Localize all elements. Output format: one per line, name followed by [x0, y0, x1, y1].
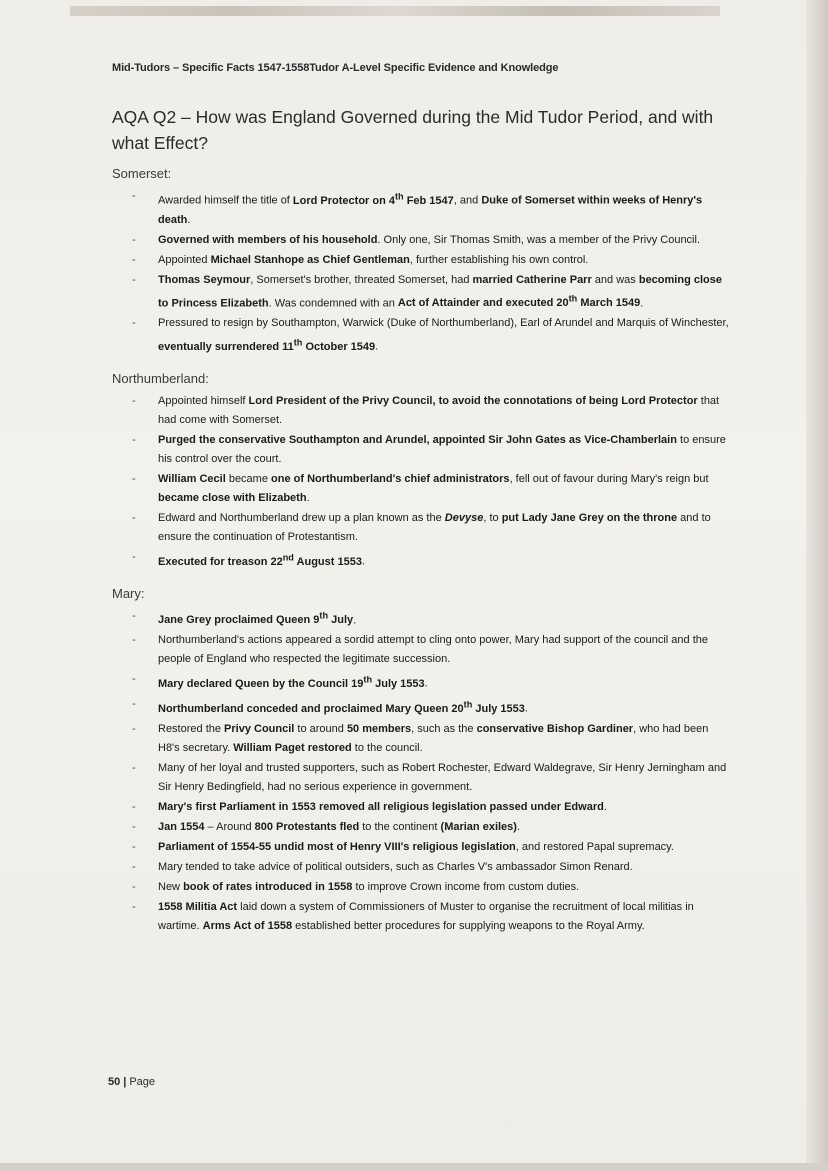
fact-item: - Mary tended to take advice of political outsiders, such as Charles V's ambassador Simon Renard.	[158, 858, 732, 877]
running-header: Mid-Tudors – Specific Facts 1547-1558Tudor A-Level Specific Evidence and Knowledge	[112, 62, 559, 74]
fact-list	[112, 607, 732, 936]
fact-item: - Pressured to resign by Southampton, Warwick (Duke of Northumberland), Earl of Arundel and Marquis of Winchester, eventually surrendered 11th October 1549.	[158, 314, 732, 357]
fact-item: - Mary's first Parliament in 1553 removed all religious legislation passed under Edward.	[158, 798, 732, 817]
fact-item: - Awarded himself the title of Lord Protector on 4th Feb 1547, and Duke of Somerset within weeks of Henry's death.	[158, 187, 732, 230]
scan-edge-bottom	[0, 1163, 828, 1171]
section-heading: Somerset:	[112, 166, 172, 181]
fact-item: - Parliament of 1554-55 undid most of Henry VIII's religious legislation, and restored Papal supremacy.	[158, 838, 732, 857]
fact-item: - Many of her loyal and trusted supporters, such as Robert Rochester, Edward Waldegrave, Sir Henry Jerningham and Sir Henry Bedingfield, had no serious experience in government.	[158, 759, 732, 797]
page-separator: |	[123, 1076, 127, 1088]
fact-item: - Executed for treason 22nd August 1553.	[158, 548, 732, 572]
fact-item: - Governed with members of his household. Only one, Sir Thomas Smith, was a member of the Privy Council.	[158, 231, 732, 250]
fact-list	[112, 392, 732, 572]
page-label: Page	[129, 1076, 156, 1088]
page-footer	[108, 1076, 155, 1088]
fact-item: - Appointed himself Lord President of the Privy Council, to avoid the connotations of being Lord Protector that had come with Somerset.	[158, 392, 732, 430]
fact-item: - Mary declared Queen by the Council 19th July 1553.	[158, 670, 732, 694]
fact-item: - Purged the conservative Southampton and Arundel, appointed Sir John Gates as Vice-Chamberlain to ensure his control over the court.	[158, 431, 732, 469]
scan-edge-top	[70, 6, 720, 16]
fact-item: - Thomas Seymour, Somerset's brother, threated Somerset, had married Catherine Parr and was becoming close to Princess Elizabeth. Was condemned with an Act of Attainder and executed 20th March 1549.	[158, 271, 732, 314]
scan-edge-right	[806, 0, 828, 1171]
fact-item: - Edward and Northumberland drew up a plan known as the Devyse, to put Lady Jane Grey on the throne and to ensure the continuation of Protestantism.	[158, 509, 732, 547]
fact-item: - Jan 1554 – Around 800 Protestants fled to the continent (Marian exiles).	[158, 818, 732, 837]
section-heading: Mary:	[112, 585, 145, 601]
fact-item: - William Cecil became one of Northumberland's chief administrators, fell out of favour during Mary's reign but became close with Elizabeth.	[158, 470, 732, 508]
fact-item: - New book of rates introduced in 1558 to improve Crown income from custom duties.	[158, 878, 732, 897]
page-number: 50	[108, 1076, 121, 1088]
fact-item: - Northumberland conceded and proclaimed Mary Queen 20th July 1553.	[158, 695, 732, 719]
fact-item: - Jane Grey proclaimed Queen 9th July.	[158, 607, 732, 631]
fact-item: - 1558 Militia Act laid down a system of Commissioners of Muster to organise the recruitment of local militias in wartime. Arms Act of 1558 established better procedures for supplying weapons to the Royal Army.	[158, 898, 732, 936]
fact-item: - Northumberland's actions appeared a sordid attempt to cling onto power, Mary had support of the council and the people of England who respected the legitimate succession.	[158, 631, 732, 669]
fact-item: - Appointed Michael Stanhope as Chief Gentleman, further establishing his own control.	[158, 251, 732, 270]
fact-list	[112, 187, 732, 357]
page-content	[112, 62, 732, 950]
section-heading: Northumberland:	[112, 370, 209, 386]
page-title: AQA Q2 – How was England Governed during the Mid Tudor Period, and with what Effect?	[112, 107, 714, 153]
sections-container	[112, 166, 732, 936]
fact-item: - Restored the Privy Council to around 50 members, such as the conservative Bishop Gardiner, who had been H8's secretary. William Paget restored to the council.	[158, 720, 732, 758]
